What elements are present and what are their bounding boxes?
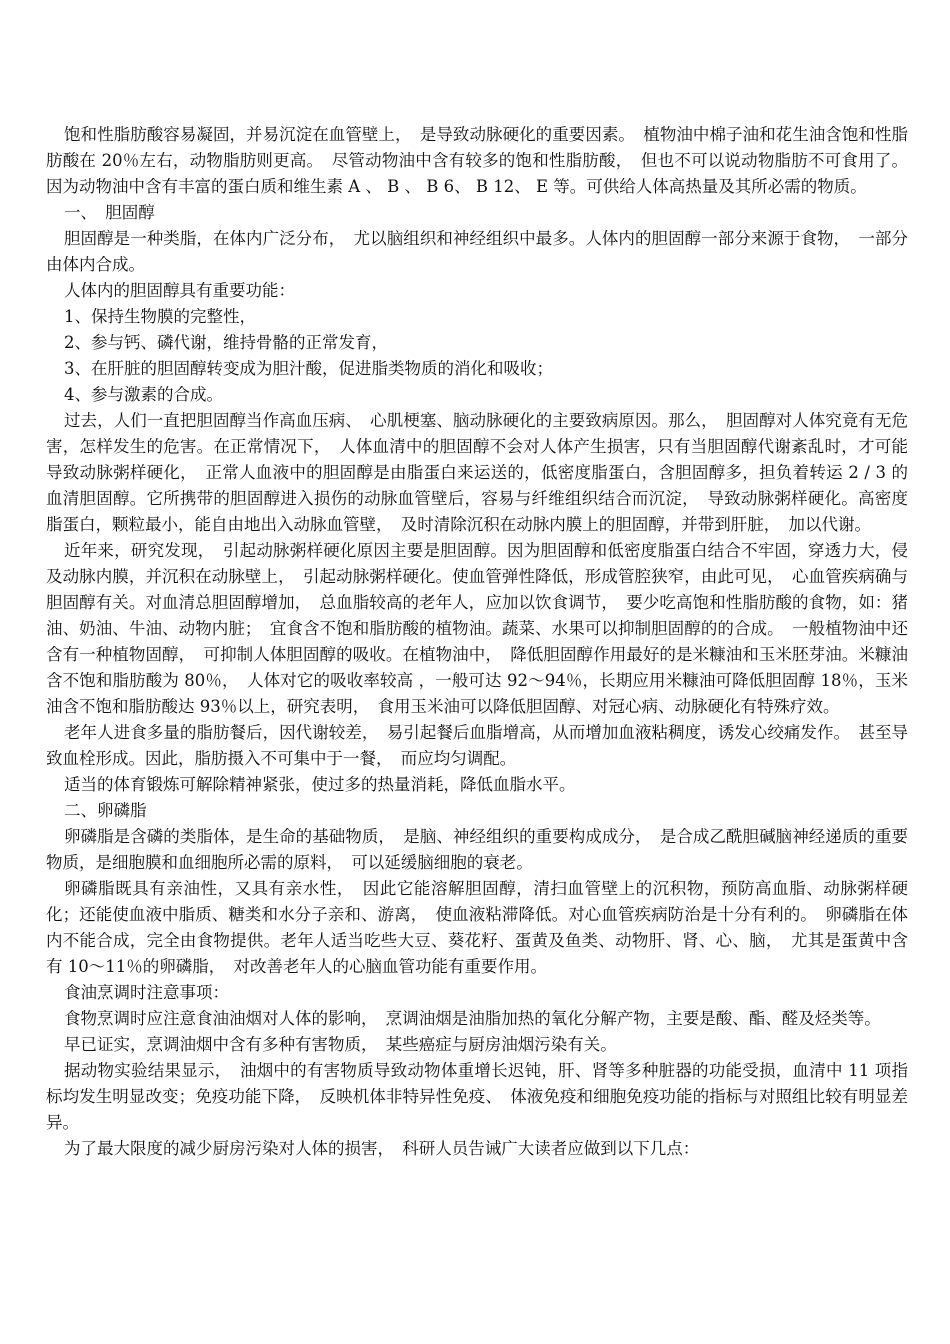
section-heading-cholesterol: 一、 胆固醇 xyxy=(64,203,155,222)
list-item-function-3: 3、在肝脏的胆固醇转变成为胆汁酸，促进脂类物质的消化和吸收； xyxy=(64,359,553,378)
paragraph-recent-research: 近年来，研究发现， 引起动脉粥样硬化原因主要是胆固醇。因为胆固醇和低密度脂蛋白结合不牢固，穿透力大，侵及动脉内膜，并沉积在动脉壁上， 引起动脉粥样硬化。使血管弹性降低，形成管腔狭窄，由此可见， 心血管疾病确与胆固醇有关。对血清总胆固醇增加， 总血脂较高的老年人，应加以饮食调节， 要少吃高饱和性脂肪酸的食物，如：猪油、奶油、牛油、动物内脏； 宜食含不饱和脂肪酸的植物油。蔬菜、水果可以抑制胆固醇的的合成。 一般植物油中还含有一种植物固醇， 可抑制人体胆固醇的吸收。在植物油中， 降低胆固醇作用最好的是米糠油和玉米胚芽油。米糠油含不饱和脂肪酸为 80％， 人体对它的吸收率较高 ，一般可达 92～94％，长期应用米糠油可降低胆固醇 18％，玉米油含不饱和脂肪酸达 93％以上，研究表明， 食用玉米油可以降低胆固醇、对冠心病、动脉硬化有特殊疗效。 xyxy=(46,541,908,716)
list-item-function-1: 1、保持生物膜的完整性， xyxy=(64,307,256,326)
list-item-function-2: 2、参与钙、磷代谢，维持骨骼的正常发育， xyxy=(64,333,388,352)
section-heading-lecithin: 二、卵磷脂 xyxy=(64,801,147,820)
paragraph-elderly-diet: 老年人进食多量的脂肪餐后，因代谢较差， 易引起餐后血脂增高，从而增加血液粘稠度，诱发心绞痛发作。 甚至导致血栓形成。因此，脂肪摄入不可集中于一餐， 而应均匀调配。 xyxy=(46,723,908,768)
paragraph-cooking-oil-heading: 食油烹调时注意事项： xyxy=(64,983,229,1002)
paragraph-lecithin-intro: 卵磷脂是含磷的类脂体，是生命的基础物质， 是脑、神经组织的重要构成成分， 是合成乙酰胆碱脑神经递质的重要物质，是细胞膜和血细胞所必需的原料， 可以延缓脑细胞的衰老。 xyxy=(46,827,908,872)
document-body xyxy=(46,122,908,1162)
paragraph-exercise: 适当的体育锻炼可解除精神紧张，使过多的热量消耗，降低血脂水平。 xyxy=(64,775,576,794)
paragraph-harmful-substances: 早已证实，烹调油烟中含有多种有害物质， 某些癌症与厨房油烟污染有关。 xyxy=(64,1035,617,1054)
paragraph-cholesterol-functions: 人体内的胆固醇具有重要功能： xyxy=(64,281,295,300)
paragraph-saturated-fat: 饱和性脂肪酸容易凝固，并易沉淀在血管壁上， 是导致动脉硬化的重要因素。 植物油中棉子油和花生油含饱和性脂肪酸在 20％左右，动物脂肪则更高。 尽管动物油中含有较多的饱和性脂肪酸， 但也不可以说动物脂肪不可食用了。因为动物油中含有丰富的蛋白质和维生素 A 、 B 、 B 6、 B 12、 E 等。可供给人体高热量及其所必需的物质。 xyxy=(46,125,908,196)
paragraph-recommendations: 为了最大限度的减少厨房污染对人体的损害， 科研人员告诫广大读者应做到以下几点： xyxy=(64,1139,700,1158)
paragraph-cholesterol-harm: 过去，人们一直把胆固醇当作高血压病、 心肌梗塞、脑动脉硬化的主要致病原因。那么， 胆固醇对人体究竟有无危害，怎样发生的危害。在正常情况下， 人体血清中的胆固醇不会对人体产生损害，只有当胆固醇代谢紊乱时，才可能导致动脉粥样硬化， 正常人血液中的胆固醇是由脂蛋白来运送的，低密度脂蛋白，含胆固醇多，担负着转运 2 / 3 的血清胆固醇。它所携带的胆固醇进入损伤的动脉血管壁后，容易与纤维组织结合而沉淀， 导致动脉粥样硬化。高密度脂蛋白，颗粒最小，能自由地出入动脉血管壁， 及时清除沉积在动脉内膜上的胆固醇，并带到肝脏， 加以代谢。 xyxy=(46,411,908,534)
list-item-function-4: 4、参与激素的合成。 xyxy=(64,385,223,404)
paragraph-lecithin-properties: 卵磷脂既具有亲油性，又具有亲水性， 因此它能溶解胆固醇，清扫血管壁上的沉积物，预防高血脂、动脉粥样硬化；还能使血液中脂质、糖类和水分子亲和、游离， 使血液粘滞降低。对心血管疾病防治是十分有利的。 卵磷脂在体内不能合成，完全由食物提供。老年人适当吃些大豆、葵花籽、蛋黄及鱼类、动物肝、肾、心、脑， 尤其是蛋黄中含有 10～11％的卵磷脂， 对改善老年人的心脑血管功能有重要作用。 xyxy=(46,879,908,976)
paragraph-cooking-smoke: 食物烹调时应注意食油油烟对人体的影响， 烹调油烟是油脂加热的氧化分解产物，主要是酸、酯、醛及烃类等。 xyxy=(64,1009,881,1028)
paragraph-cholesterol-intro: 胆固醇是一种类脂，在体内广泛分布， 尤以脑组织和神经组织中最多。人体内的胆固醇一部分来源于食物， 一部分由体内合成。 xyxy=(46,229,908,274)
paragraph-animal-experiment: 据动物实验结果显示， 油烟中的有害物质导致动物体重增长迟钝，肝、肾等多种脏器的功能受损，血清中 11 项指标均发生明显改变；免疫功能下降， 反映机体非特异性免疫、 体液免疫和细胞免疫功能的指标与对照组比较有明显差异。 xyxy=(46,1061,908,1132)
